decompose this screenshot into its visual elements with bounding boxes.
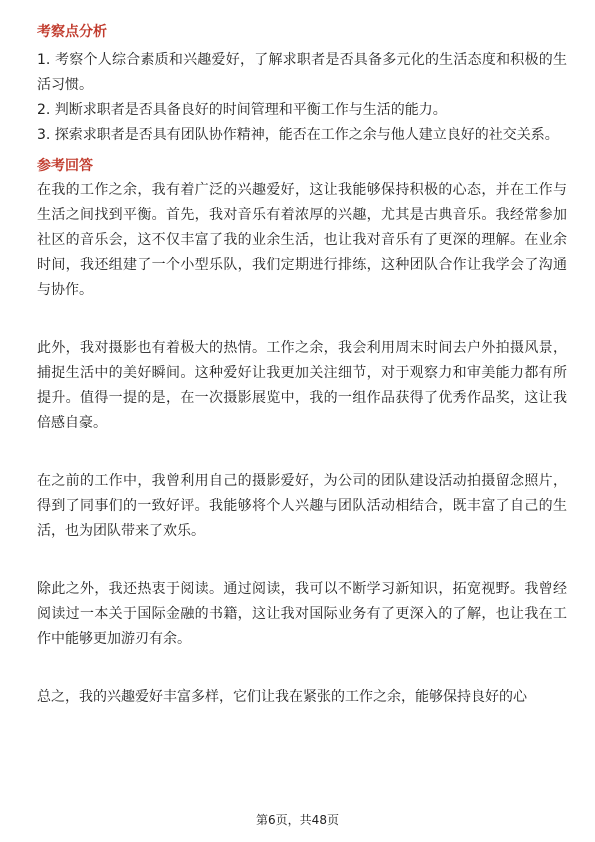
analysis-heading: 考察点分析 [37,24,107,40]
analysis-item-1: 1. 考察个人综合素质和兴趣爱好，了解求职者是否具备多元化的生活态度和积极的生活习惯。 [37,52,567,93]
paragraph-gap [37,544,567,577]
answer-paragraph-2: 此外，我对摄影也有着极大的热情。工作之余，我会利用周末时间去户外拍摄风景，捕捉生活中的美好瞬间。这种爱好让我更加关注细节，对于观察力和审美能力都有所提升。值得一提的是，在一次摄影展览中，我的一组作品获得了优秀作品奖，这让我倍感自豪。 [37,340,567,431]
spacer [37,148,567,156]
paragraph-gap [37,303,567,336]
answer-paragraph-4: 除此之外，我还热衷于阅读。通过阅读，我可以不断学习新知识，拓宽视野。我曾经阅读过一本关于国际金融的书籍，这让我对国际业务有了更深入的了解，也让我在工作中能够更加游刃有余。 [37,581,567,647]
answer-paragraph-5: 总之，我的兴趣爱好丰富多样，它们让我在紧张的工作之余，能够保持良好的心 [37,689,527,705]
document-body [37,22,567,710]
answer-heading: 参考回答 [37,158,93,174]
analysis-item-2: 2. 判断求职者是否具备良好的时间管理和平衡工作与生活的能力。 [37,102,447,118]
paragraph-gap [37,436,567,469]
answer-paragraph-1: 在我的工作之余，我有着广泛的兴趣爱好，这让我能够保持积极的心态，并在工作与生活之间找到平衡。首先，我对音乐有着浓厚的兴趣，尤其是古典音乐。我经常参加社区的音乐会，这不仅丰富了我的业余生活，也让我对音乐有了更深的理解。在业余时间，我还组建了一个小型乐队，我们定期进行排练，这种团队合作让我学会了沟通与协作。 [37,182,567,298]
paragraph-gap [37,652,567,685]
answer-paragraph-3: 在之前的工作中，我曾利用自己的摄影爱好，为公司的团队建设活动拍摄留念照片，得到了同事们的一致好评。我能够将个人兴趣与团队活动相结合，既丰富了自己的生活，也为团队带来了欢乐。 [37,473,567,539]
page-number-footer: 第6页，共48页 [256,813,339,827]
analysis-item-3: 3. 探索求职者是否具有团队协作精神，能否在工作之余与他人建立良好的社交关系。 [37,127,559,143]
